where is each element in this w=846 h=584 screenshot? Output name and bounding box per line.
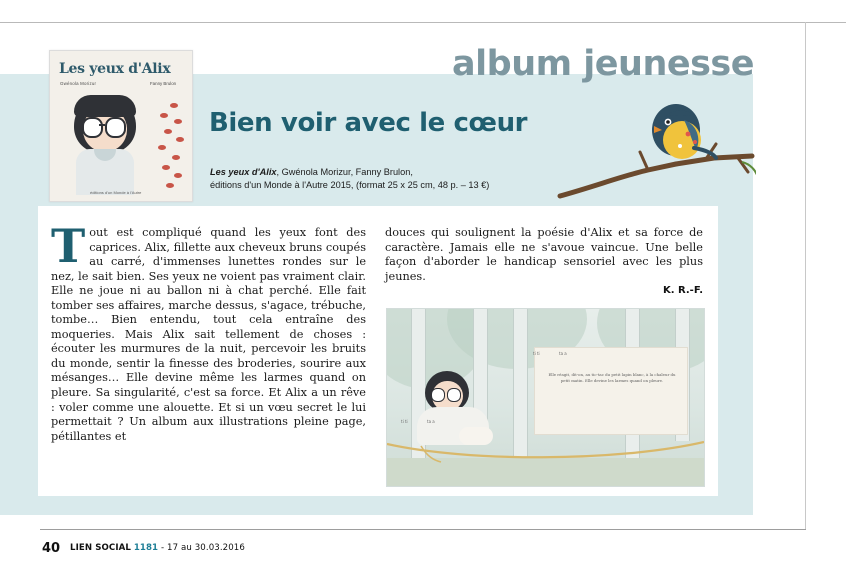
credits-publisher: éditions d'un Monde à l'Autre 2015, (format 25 x 25 cm, 48 p. – 13 €) bbox=[210, 180, 490, 190]
credits-authors: , Gwénola Morizur, Fanny Brulon, bbox=[276, 167, 413, 177]
cover-publisher: éditions d'un Monde à l'Autre bbox=[90, 190, 142, 195]
photo-panel-text: Elle réagit, dit-on, au tic-tac du petit lapin blanc, à la chaleur du petit matin. Elle devine les larmes quand on pleure. bbox=[548, 372, 676, 383]
page-number: 40 bbox=[42, 541, 61, 556]
top-rule bbox=[0, 22, 846, 23]
footer-issue: 1181 bbox=[133, 543, 159, 553]
tree-trunk-3 bbox=[513, 309, 528, 459]
cover-title-text: Les yeux d'Alix bbox=[59, 61, 171, 77]
cover-glasses-right-icon bbox=[105, 117, 126, 138]
photo-glasses-left-icon bbox=[431, 388, 445, 402]
photo-tiny-label-4: ta a bbox=[427, 419, 435, 424]
photo-tiny-label-2: ta a bbox=[559, 351, 567, 356]
bottom-rule bbox=[40, 529, 806, 530]
book-cover-image bbox=[49, 50, 193, 202]
photo-text-panel bbox=[534, 347, 688, 435]
cover-girl-fringe bbox=[74, 95, 136, 117]
footer-date: - 17 au 30.03.2016 bbox=[160, 543, 245, 553]
article-column-left bbox=[51, 219, 366, 444]
footer-magazine: LIEN SOCIAL bbox=[70, 543, 131, 553]
credits-book-title: Les yeux d'Alix bbox=[210, 167, 277, 177]
article-byline: K. R.-F. bbox=[662, 285, 703, 296]
cover-glasses-left-icon bbox=[82, 117, 103, 138]
cover-glasses-bridge bbox=[99, 124, 105, 126]
bird-on-branch-illustration bbox=[556, 100, 756, 210]
right-rule bbox=[805, 22, 806, 530]
photo-glasses-right-icon bbox=[447, 388, 461, 402]
rope-swing-illustration bbox=[387, 438, 704, 464]
red-branch-illustration bbox=[144, 99, 188, 195]
book-credits bbox=[210, 166, 540, 192]
cover-author-left: Gwénola Morizur bbox=[60, 81, 97, 86]
article-headline: Bien voir avec le cœur bbox=[209, 108, 528, 138]
article-body-left: out est compliqué quand les yeux font des caprices. Alix, fillette aux cheveux bruns coupés au carré, d'immenses lunettes rondes sur le nez, le sait bien. Ses yeux ne voient pas vraiment clair. Elle ne joue ni au ballon ni à chat perché. Elle fait tomber ses affaires, marche dessus, s'agace, trébuche, tombe… Bien entendu, tout cela entraîne des moqueries. Mais Alix sait tellement de choses : écouter les murmures de la nuit, percevoir les bruits du monde, sentir la finesse des broderies, sourire aux mésanges… Elle devine même les larmes quand on pleure. Sa singularité, c'est sa force. Et Alix a un rêve : voler comme une alouette. Et si un vœu secret le lui permettait ? Un album aux illustrations pleine page, pétillantes et bbox=[51, 226, 366, 443]
article-column-right: douces qui soulignent la poésie d'Alix et sa force de caractère. Jamais elle ne s'avoue vaincue. Une belle façon d'aborder le handicap sensoriel avec les plus jeunes. bbox=[385, 226, 703, 283]
article-dropcap: T bbox=[51, 219, 86, 273]
footer-info bbox=[70, 543, 245, 553]
photo-tiny-label-3: ti ti bbox=[401, 419, 408, 424]
photo-tiny-label-1: ti ti bbox=[533, 351, 540, 356]
section-title: album jeunesse bbox=[452, 44, 754, 84]
cover-author-right: Fanny Brulon bbox=[150, 81, 177, 86]
interior-illustration-photo bbox=[386, 308, 705, 487]
